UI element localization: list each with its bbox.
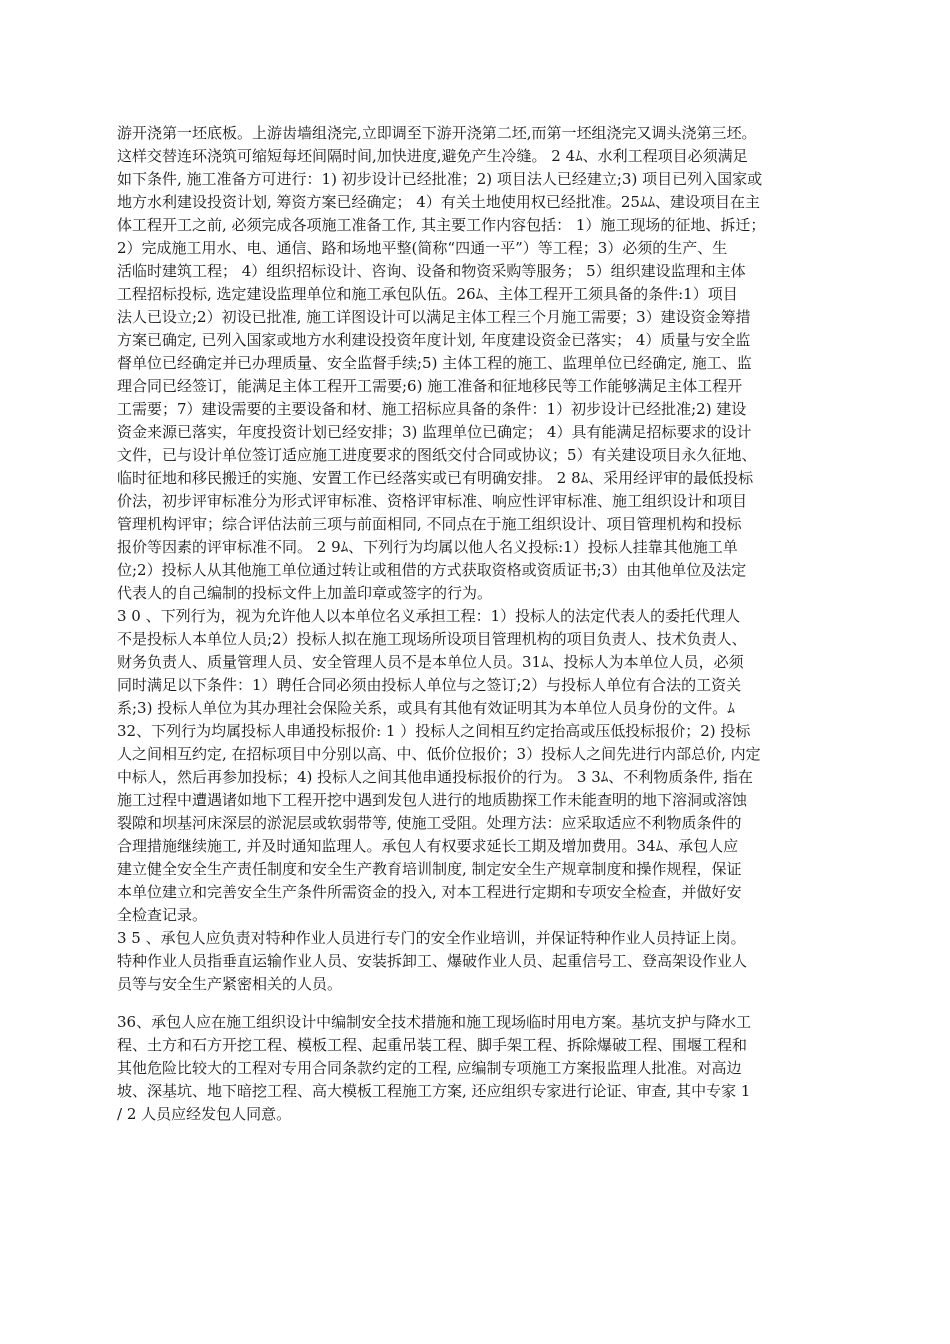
text-line: 游开浇第一坯底板。上游齿墙组浇完,立即调至下游开浇第二坯,而第一坯组浇完又调头浇第三坯。 xyxy=(117,124,757,142)
text-line: 程、土方和石方开挖工程、模板工程、起重吊装工程、脚手架工程、拆除爆破工程、围堰工程和 xyxy=(117,1036,748,1054)
text-line: 方案已确定, 已列入国家或地方水利建设投资年度计划, 年度建设资金已落实； 4）质量与安全监 xyxy=(117,331,751,349)
text-line: 员等与安全生产紧密相关的人员。 xyxy=(117,975,343,993)
text-line: 这样交替连环浇筑可缩短每坯间隔时间,加快进度,避免产生冷缝。 2 4ﾑ、水利工程项目必须满足 xyxy=(117,147,748,165)
text-line: 活临时建筑工程； 4）组织招标设计、咨询、设备和物资采购等服务； 5）组织建设监理和主体 xyxy=(117,262,746,280)
text-line: 文件，已与设计单位签订适应施工进度要求的图纸交付合同或协议；5）有关建设项目永久征地、 xyxy=(117,446,757,464)
text-line: 裂隙和坝基河床深层的淤泥层或软弱带等, 使施工受阻。处理方法：应采取适应不利物质条件的 xyxy=(117,814,742,832)
text-line: 代表人的自己编制的投标文件上加盖印章或签字的行为。 xyxy=(117,584,493,602)
text-line: 督单位已经确定并已办理质量、安全监督手续;5) 主体工程的施工、监理单位已经确定, 施工、监 xyxy=(117,354,752,372)
text-line: 法人已设立;2）初设已批准, 施工详图设计可以满足主体工程三个月施工需要；3）建设资金筹措 xyxy=(117,308,751,326)
text-line: 价法，初步评审标准分为形式评审标准、资格评审标准、响应性评审标准、施工组织设计和项目 xyxy=(117,492,748,510)
text-line: 财务负责人、质量管理人员、安全管理人员不是本单位人员。31ﾑ、投标人为本单位人员，必须 xyxy=(117,653,744,671)
text-line: 32、下列行为均属投标人串通投标报价: 1 ）投标人之间相互约定抬高或压低投标报价；2) 投标 xyxy=(117,722,751,740)
text-line: 施工过程中遭遇诸如地下工程开挖中遇到发包人进行的地质勘探工作未能查明的地下溶洞或溶蚀 xyxy=(117,791,748,809)
document-body xyxy=(117,122,837,1126)
text-line: 建立健全安全生产责任制度和安全生产教育培训制度, 制定安全生产规章制度和操作规程，保证 xyxy=(117,860,742,878)
text-line: 坡、深基坑、地下暗挖工程、高大模板工程施工方案, 还应组织专家进行论证、审查, 其中专家 1 xyxy=(117,1082,751,1100)
text-line: 特种作业人员指垂直运输作业人员、安装拆卸工、爆破作业人员、起重信号工、登高架设作业人 xyxy=(117,952,748,970)
text-line: 体工程开工之前, 必须完成各项施工准备工作, 其主要工作内容包括： 1）施工现场的征地、拆迁； xyxy=(117,216,766,234)
text-line: 3 0 、下列行为，视为允许他人以本单位名义承担工程：1）投标人的法定代表人的委托代理人 xyxy=(117,607,741,625)
paragraph-1 xyxy=(117,122,837,605)
text-line: 3 5 、承包人应负责对特种作业人员进行专门的安全作业培训，并保证特种作业人员持证上岗。 xyxy=(117,929,746,947)
text-line: / 2 人员应经发包人同意。 xyxy=(117,1105,292,1123)
text-line: 理合同已经签订，能满足主体工程开工需要;6) 施工准备和征地移民等工作能够满足主体工程开 xyxy=(117,377,743,395)
text-line: 工需要；7）建设需要的主要设备和材、施工招标应具备的条件：1）初步设计已经批准;2) 建设 xyxy=(117,400,747,418)
text-line: 其他危险比较大的工程对专用合同条款约定的工程, 应编制专项施工方案报监理人批准。对高边 xyxy=(117,1059,742,1077)
text-line: 位;2）投标人从其他施工单位通过转让或租借的方式获取资格或资质证书;3）由其他单位及法定 xyxy=(117,561,747,579)
paragraph-3 xyxy=(117,927,837,996)
text-line: 如下条件, 施工准备方可进行：1) 初步设计已经批准；2) 项目法人已经建立;3) 项目已列入国家或 xyxy=(117,170,763,188)
text-line: 36、承包人应在施工组织设计中编制安全技术措施和施工现场临时用电方案。基坑支护与降水工 xyxy=(117,1013,752,1031)
text-line: 人之间相互约定, 在招标项目中分别以高、中、低价位报价；3）投标人之间先进行内部总价, 内定 xyxy=(117,745,761,763)
paragraph-4 xyxy=(117,1011,837,1126)
text-line: 全检查记录。 xyxy=(117,906,208,924)
text-line: 同时满足以下条件：1）聘任合同必须由投标人单位与之签订;2）与投标人单位有合法的工资关 xyxy=(117,676,742,694)
text-line: 地方水利建设投资计划, 筹资方案已经确定； 4）有关土地使用权已经批准。25ﾑﾑ、建设项目在主 xyxy=(117,193,760,211)
text-line: 本单位建立和完善安全生产条件所需资金的投入, 对本工程进行定期和专项安全检查，并做好安 xyxy=(117,883,742,901)
text-line: 2）完成施工用水、电、通信、路和场地平整(简称“四通一平”）等工程；3）必须的生产、生 xyxy=(117,239,728,257)
text-line: 报价等因素的评审标准不同。 2 9ﾑ、下列行为均属以他人名义投标:1）投标人挂靠其他施工单 xyxy=(117,538,738,556)
text-line: 不是投标人本单位人员;2）投标人拟在施工现场所设项目管理机构的项目负责人、技术负责人、 xyxy=(117,630,747,648)
text-line: 合理措施继续施工, 并及时通知监理人。承包人有权要求延长工期及增加费用。34ﾑ、承包人应 xyxy=(117,837,739,855)
text-line: 临时征地和移民搬迁的实施、安置工作已经落实或已有明确安排。 2 8ﾑ、采用经评审的最低投标 xyxy=(117,469,754,487)
text-line: 管理机构评审；综合评估法前三项与前面相同, 不同点在于施工组织设计、项目管理机构和投标 xyxy=(117,515,742,533)
text-line: 中标人，然后再参加投标；4) 投标人之间其他串通投标报价的行为。 3 3ﾑ、不利物质条件, 指在 xyxy=(117,768,753,786)
text-line: 系;3) 投标人单位为其办理社会保险关系，或具有其他有效证明其为本单位人员身份的文件。ﾑ xyxy=(117,699,735,717)
paragraph-2 xyxy=(117,605,837,927)
paragraph-spacer xyxy=(117,996,837,1011)
text-line: 工程招标投标, 选定建设监理单位和施工承包队伍。26ﾑ、主体工程开工须具备的条件:1）项目 xyxy=(117,285,738,303)
text-line: 资金来源已落实，年度投资计划已经安排；3) 监理单位已确定； 4）具有能满足招标要求的设计 xyxy=(117,423,752,441)
